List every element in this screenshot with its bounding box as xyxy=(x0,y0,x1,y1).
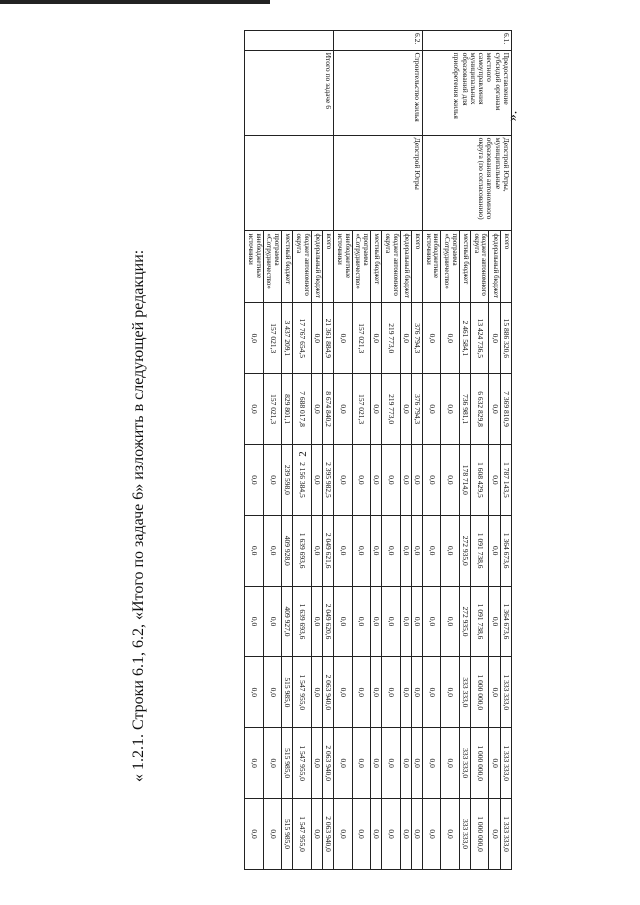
amount-cell: 1 787 143,5 xyxy=(500,445,511,516)
amount-cell: 0,0 xyxy=(371,445,382,516)
amount-cell: 1 639 693,6 xyxy=(293,515,311,586)
table-row xyxy=(323,31,334,870)
amount-cell: 0,0 xyxy=(311,728,322,799)
amount-cell: 2 395 982,5 xyxy=(323,445,334,516)
amount-cell: 0,0 xyxy=(263,515,281,586)
amount-cell: 409 928,0 xyxy=(282,515,293,586)
amount-cell: 0,0 xyxy=(245,728,263,799)
amount-cell: 0,0 xyxy=(371,374,382,445)
amount-cell: 0,0 xyxy=(400,515,411,586)
activity-name-cell: Строительство жилья xyxy=(334,50,423,135)
amount-cell: 2 049 621,6 xyxy=(323,515,334,586)
amount-cell: 1 608 429,5 xyxy=(471,445,489,516)
amount-cell: 736 981,1 xyxy=(459,374,470,445)
amount-cell: 0,0 xyxy=(245,303,263,374)
amount-cell: 0,0 xyxy=(400,374,411,445)
amount-cell: 1 364 673,6 xyxy=(500,515,511,586)
amount-cell: 2 156 384,5 xyxy=(293,445,311,516)
amount-cell: 272 935,0 xyxy=(459,586,470,657)
amount-cell: 0,0 xyxy=(441,657,459,728)
amount-cell: 0,0 xyxy=(382,445,400,516)
amount-cell: 157 021,3 xyxy=(352,374,370,445)
funding-source-cell: федеральный бюджет xyxy=(489,231,500,303)
executor-cell: Депстрой Югры, муниципальные образования автономного округа (по согласованию) xyxy=(423,135,512,231)
executor-cell xyxy=(245,135,334,231)
amount-cell: 0,0 xyxy=(423,586,441,657)
amount-cell: 0,0 xyxy=(400,303,411,374)
amount-cell: 157 021,3 xyxy=(263,374,281,445)
amount-cell: 0,0 xyxy=(311,515,322,586)
amount-cell: 2 063 940,0 xyxy=(323,799,334,870)
amount-cell: 333 333,0 xyxy=(459,728,470,799)
amount-cell: 0,0 xyxy=(263,799,281,870)
amount-cell: 0,0 xyxy=(352,515,370,586)
amount-cell: 1 639 693,6 xyxy=(293,586,311,657)
amount-cell: 0,0 xyxy=(489,586,500,657)
amount-cell: 2 049 620,6 xyxy=(323,586,334,657)
amount-cell: 0,0 xyxy=(489,374,500,445)
amount-cell: 0,0 xyxy=(423,799,441,870)
amount-cell: 0,0 xyxy=(334,445,352,516)
amount-cell: 515 985,0 xyxy=(282,799,293,870)
amount-cell: 376 794,3 xyxy=(411,303,422,374)
amount-cell: 1 333 333,0 xyxy=(500,657,511,728)
funding-source-cell: бюджет автономного округа xyxy=(382,231,400,303)
amount-cell: 0,0 xyxy=(245,515,263,586)
funding-source-cell: местный бюджет xyxy=(371,231,382,303)
amount-cell: 0,0 xyxy=(411,515,422,586)
amount-cell: 0,0 xyxy=(334,586,352,657)
amount-cell: 0,0 xyxy=(334,303,352,374)
funding-source-cell: программа «Сотрудничество» xyxy=(263,231,281,303)
top-rule xyxy=(0,0,270,4)
amount-cell: 333 333,0 xyxy=(459,657,470,728)
amount-cell: 0,0 xyxy=(400,728,411,799)
amount-cell: 2 461 584,1 xyxy=(459,303,470,374)
amount-cell: 0,0 xyxy=(245,586,263,657)
amount-cell: 2 063 940,0 xyxy=(323,728,334,799)
amount-cell: 0,0 xyxy=(441,728,459,799)
amount-cell: 0,0 xyxy=(245,445,263,516)
amount-cell: 515 985,0 xyxy=(282,728,293,799)
amount-cell: 272 935,0 xyxy=(459,515,470,586)
amount-cell: 0,0 xyxy=(441,515,459,586)
amount-cell: 333 333,0 xyxy=(459,799,470,870)
amount-cell: 1 547 955,0 xyxy=(293,657,311,728)
funding-source-cell: всего xyxy=(411,231,422,303)
amount-cell: 0,0 xyxy=(441,586,459,657)
amount-cell: 0,0 xyxy=(489,657,500,728)
amount-cell: 0,0 xyxy=(382,799,400,870)
funding-source-cell: местный бюджет xyxy=(459,231,470,303)
executor-cell: Депстрой Югры xyxy=(334,135,423,231)
amount-cell: 1 000 000,0 xyxy=(471,728,489,799)
amount-cell: 0,0 xyxy=(334,799,352,870)
funding-source-cell: внебюджетные источники xyxy=(334,231,352,303)
amount-cell: 0,0 xyxy=(334,728,352,799)
open-quote: « xyxy=(130,774,147,782)
amount-cell: 0,0 xyxy=(423,303,441,374)
amount-cell: 409 927,0 xyxy=(282,586,293,657)
amount-cell: 0,0 xyxy=(311,799,322,870)
amount-cell: 829 801,1 xyxy=(282,374,293,445)
amount-cell: 0,0 xyxy=(245,657,263,728)
amount-cell: 17 767 654,5 xyxy=(293,303,311,374)
amount-cell: 178 714,0 xyxy=(459,445,470,516)
amount-cell: 0,0 xyxy=(411,799,422,870)
amount-cell: 0,0 xyxy=(245,799,263,870)
amount-cell: 0,0 xyxy=(400,657,411,728)
amount-cell: 0,0 xyxy=(263,445,281,516)
row-number-cell xyxy=(245,31,334,51)
amount-cell: 0,0 xyxy=(423,374,441,445)
amount-cell: 219 773,0 xyxy=(382,303,400,374)
amount-cell: 7 688 017,8 xyxy=(293,374,311,445)
amount-cell: 1 364 673,6 xyxy=(500,586,511,657)
amount-cell: 0,0 xyxy=(423,728,441,799)
funding-source-cell: всего xyxy=(323,231,334,303)
amount-cell: 21 361 884,9 xyxy=(323,303,334,374)
amount-cell: 3 437 209,1 xyxy=(282,303,293,374)
amount-cell: 0,0 xyxy=(311,303,322,374)
amount-cell: 0,0 xyxy=(411,657,422,728)
amount-cell: 0,0 xyxy=(263,728,281,799)
amount-cell: 0,0 xyxy=(334,515,352,586)
heading-text: 1.2.1. Строки 6.1, 6.2, «Итого по задаче 6» изложить в следующей редакции: xyxy=(130,249,147,770)
amount-cell: 0,0 xyxy=(371,303,382,374)
amount-cell: 515 985,0 xyxy=(282,657,293,728)
amount-cell: 0,0 xyxy=(263,586,281,657)
amount-cell: 0,0 xyxy=(352,657,370,728)
amount-cell: 1 091 738,6 xyxy=(471,515,489,586)
row-number-cell: 6.2. xyxy=(334,31,423,51)
amount-cell: 0,0 xyxy=(423,445,441,516)
amount-cell: 0,0 xyxy=(441,799,459,870)
amount-cell: 0,0 xyxy=(352,586,370,657)
amount-cell: 0,0 xyxy=(311,657,322,728)
amount-cell: 0,0 xyxy=(311,374,322,445)
amount-cell: 1 333 333,0 xyxy=(500,799,511,870)
amount-cell: 0,0 xyxy=(311,445,322,516)
activity-name-cell: Предоставление субсидий органам местного самоуправления муниципальных образований для приобретения жилья xyxy=(423,50,512,135)
amount-cell: 1 547 955,0 xyxy=(293,799,311,870)
amount-cell: 1 000 000,0 xyxy=(471,799,489,870)
budget-table xyxy=(244,30,512,870)
amount-cell: 0,0 xyxy=(371,728,382,799)
amount-cell: 219 773,0 xyxy=(382,374,400,445)
amount-cell: 0,0 xyxy=(441,374,459,445)
amount-cell: 157 021,3 xyxy=(352,303,370,374)
amount-cell: 0,0 xyxy=(423,657,441,728)
amount-cell: 0,0 xyxy=(489,445,500,516)
amount-cell: 0,0 xyxy=(489,728,500,799)
amount-cell: 13 424 736,5 xyxy=(471,303,489,374)
amount-cell: 0,0 xyxy=(489,799,500,870)
amount-cell: 0,0 xyxy=(382,657,400,728)
funding-source-cell: всего xyxy=(500,231,511,303)
amount-cell: 0,0 xyxy=(311,586,322,657)
table-body xyxy=(245,31,512,870)
amount-cell: 0,0 xyxy=(400,799,411,870)
funding-source-cell: местный бюджет xyxy=(282,231,293,303)
amount-cell: 0,0 xyxy=(334,374,352,445)
funding-source-cell: программа «Сотрудничество» xyxy=(352,231,370,303)
amount-cell: 0,0 xyxy=(400,445,411,516)
amount-cell: 0,0 xyxy=(382,515,400,586)
amount-cell: 6 632 829,8 xyxy=(471,374,489,445)
amount-cell: 0,0 xyxy=(411,586,422,657)
amount-cell: 0,0 xyxy=(441,445,459,516)
amount-cell: 0,0 xyxy=(411,445,422,516)
amount-cell: 0,0 xyxy=(352,728,370,799)
amount-cell: 0,0 xyxy=(423,515,441,586)
amount-cell: 1 333 333,0 xyxy=(500,728,511,799)
amount-cell: 15 886 320,6 xyxy=(500,303,511,374)
amount-cell: 1 547 955,0 xyxy=(293,728,311,799)
amount-cell: 0,0 xyxy=(245,374,263,445)
amount-cell: 8 674 840,2 xyxy=(323,374,334,445)
amount-cell: 0,0 xyxy=(352,445,370,516)
amount-cell: 7 369 810,9 xyxy=(500,374,511,445)
funding-source-cell: бюджет автономного округа xyxy=(293,231,311,303)
amount-cell: 0,0 xyxy=(382,728,400,799)
table-row xyxy=(411,31,422,870)
amount-cell: 0,0 xyxy=(411,728,422,799)
amount-cell: 0,0 xyxy=(352,799,370,870)
amount-cell: 2 063 940,0 xyxy=(323,657,334,728)
funding-source-cell: федеральный бюджет xyxy=(311,231,322,303)
amount-cell: 376 794,3 xyxy=(411,374,422,445)
amount-cell: 0,0 xyxy=(489,303,500,374)
close-quote: ». xyxy=(505,110,521,122)
funding-source-cell: федеральный бюджет xyxy=(400,231,411,303)
page-number: 2 xyxy=(296,451,309,457)
amount-cell: 1 091 738,6 xyxy=(471,586,489,657)
amount-cell: 0,0 xyxy=(400,586,411,657)
amount-cell: 0,0 xyxy=(371,799,382,870)
funding-source-cell: бюджет автономного округа xyxy=(471,231,489,303)
funding-source-cell: программа «Сотрудничество» xyxy=(441,231,459,303)
funding-source-cell: внебюджетные источники xyxy=(423,231,441,303)
amount-cell: 0,0 xyxy=(371,657,382,728)
amount-cell: 0,0 xyxy=(441,303,459,374)
amount-cell: 0,0 xyxy=(382,586,400,657)
amount-cell: 239 598,0 xyxy=(282,445,293,516)
amount-cell: 0,0 xyxy=(334,657,352,728)
table-row xyxy=(500,31,511,870)
activity-name-cell: Итого по задаче 6 xyxy=(245,50,334,135)
amount-cell: 0,0 xyxy=(489,515,500,586)
row-number-cell: 6.1. xyxy=(423,31,512,51)
amount-cell: 0,0 xyxy=(371,515,382,586)
rotated-table-wrapper xyxy=(112,30,512,870)
amount-cell: 157 021,3 xyxy=(263,303,281,374)
amount-cell: 1 000 000,0 xyxy=(471,657,489,728)
funding-source-cell: внебюджетные источники xyxy=(245,231,263,303)
amount-cell: 0,0 xyxy=(371,586,382,657)
amount-cell: 0,0 xyxy=(263,657,281,728)
